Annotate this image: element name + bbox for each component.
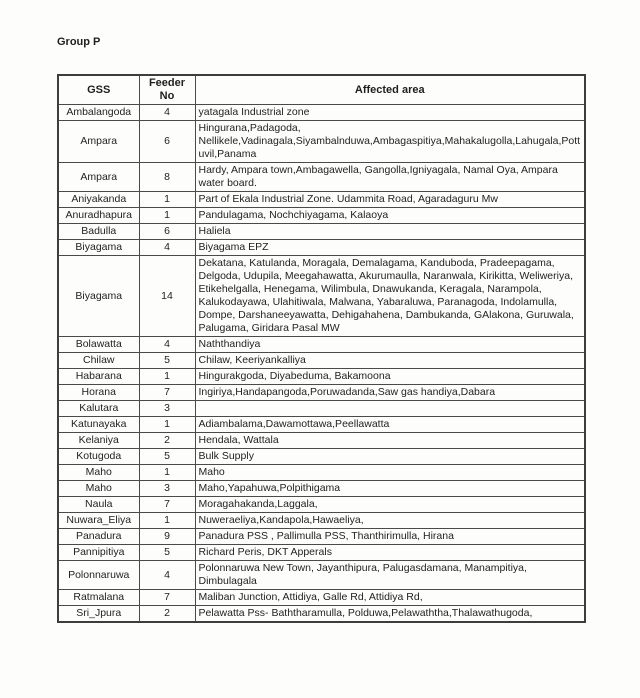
feeder-no-cell: 1	[139, 513, 195, 529]
feeder-no-cell: 6	[139, 121, 195, 163]
feeder-no-cell: 7	[139, 497, 195, 513]
feeder-no-cell: 7	[139, 385, 195, 401]
table-row	[58, 545, 585, 561]
affected-area-cell: Maho	[195, 465, 585, 481]
affected-area-cell: Dekatana, Katulanda, Moragala, Demalagama, Kanduboda, Pradeepagama, Delgoda, Udupila, Meegahawatta, Akurumaulla, Naranwala, Kirikitta, Weliweriya, Etikehelgalla, Henegama, Wilimbula, Dnawukanda, Keragala, Narampola, Kalukodayawa, Ulahitiwala, Malwana, Yabaraluwa, Paranagoda, Indolamulla, Dompe, Darshaneeyawatta, Dehigahahena, Dambukanda, GAlakona, Guruwala, Palugama, Giridara Pasal MW	[195, 256, 585, 337]
table-row	[58, 529, 585, 545]
gss-cell: Nuwara_Eliya	[58, 513, 139, 529]
feeder-no-cell: 1	[139, 417, 195, 433]
gss-cell: Katunayaka	[58, 417, 139, 433]
table-row	[58, 369, 585, 385]
affected-area-cell	[195, 401, 585, 417]
table-row	[58, 208, 585, 224]
gss-cell: Panadura	[58, 529, 139, 545]
gss-cell: Bolawatta	[58, 337, 139, 353]
affected-area-cell: yatagala Industrial zone	[195, 105, 585, 121]
table-row	[58, 449, 585, 465]
gss-cell: Horana	[58, 385, 139, 401]
table-row	[58, 256, 585, 337]
feeder-outage-table	[57, 74, 586, 623]
feeder-no-cell: 9	[139, 529, 195, 545]
page-title: Group P	[57, 36, 101, 48]
feeder-no-cell: 2	[139, 433, 195, 449]
table-row	[58, 561, 585, 590]
gss-cell: Ambalangoda	[58, 105, 139, 121]
table-body	[58, 105, 585, 623]
affected-area-cell: Hendala, Wattala	[195, 433, 585, 449]
feeder-no-cell: 7	[139, 590, 195, 606]
table-row	[58, 163, 585, 192]
affected-area-cell: Hingurakgoda, Diyabeduma, Bakamoona	[195, 369, 585, 385]
gss-cell: Maho	[58, 465, 139, 481]
affected-area-cell: Pelawatta Pss- Baththaramulla, Polduwa,Pelawaththa,Thalawathugoda,	[195, 606, 585, 623]
table-row	[58, 497, 585, 513]
table-row	[58, 192, 585, 208]
feeder-no-cell: 3	[139, 401, 195, 417]
affected-area-cell: Maho,Yapahuwa,Polpithigama	[195, 481, 585, 497]
gss-cell: Chilaw	[58, 353, 139, 369]
gss-cell: Ampara	[58, 163, 139, 192]
gss-cell: Biyagama	[58, 256, 139, 337]
table-row	[58, 121, 585, 163]
table-row	[58, 417, 585, 433]
affected-area-cell: Part of Ekala Industrial Zone. Udammita Road, Agaradaguru Mw	[195, 192, 585, 208]
table-header	[58, 75, 585, 105]
affected-area-cell: Polonnaruwa New Town, Jayanthipura, Palugasdamana, Manampitiya, Dimbulagala	[195, 561, 585, 590]
feeder-no-cell: 5	[139, 449, 195, 465]
feeder-no-cell: 2	[139, 606, 195, 623]
feeder-no-cell: 5	[139, 353, 195, 369]
affected-area-cell: Adiambalama,Dawamottawa,Peellawatta	[195, 417, 585, 433]
affected-area-cell: Pandulagama, Nochchiyagama, Kalaoya	[195, 208, 585, 224]
feeder-no-cell: 6	[139, 224, 195, 240]
gss-cell: Anuradhapura	[58, 208, 139, 224]
affected-area-cell: Moragahakanda,Laggala,	[195, 497, 585, 513]
table-row	[58, 385, 585, 401]
feeder-no-cell: 1	[139, 465, 195, 481]
gss-cell: Ratmalana	[58, 590, 139, 606]
affected-area-cell: Chilaw, Keeriyankalliya	[195, 353, 585, 369]
table-row	[58, 337, 585, 353]
affected-area-cell: Hardy, Ampara town,Ambagawella, Gangolla,Igniyagala, Namal Oya, Ampara water board.	[195, 163, 585, 192]
affected-area-cell: Haliela	[195, 224, 585, 240]
affected-area-cell: Maliban Junction, Attidiya, Galle Rd, Attidiya Rd,	[195, 590, 585, 606]
gss-cell: Pannipitiya	[58, 545, 139, 561]
gss-cell: Biyagama	[58, 240, 139, 256]
feeder-no-cell: 4	[139, 337, 195, 353]
affected-area-cell: Nuweraeliya,Kandapola,Hawaeliya,	[195, 513, 585, 529]
table-header-row	[58, 75, 585, 105]
feeder-no-cell: 4	[139, 105, 195, 121]
feeder-no-cell: 1	[139, 369, 195, 385]
table-row	[58, 606, 585, 623]
table-row	[58, 481, 585, 497]
table-row	[58, 105, 585, 121]
gss-cell: Sri_Jpura	[58, 606, 139, 623]
column-header-gss: GSS	[58, 75, 139, 105]
table-row	[58, 513, 585, 529]
feeder-no-cell: 4	[139, 561, 195, 590]
feeder-no-cell: 4	[139, 240, 195, 256]
gss-cell: Habarana	[58, 369, 139, 385]
feeder-no-cell: 8	[139, 163, 195, 192]
gss-cell: Polonnaruwa	[58, 561, 139, 590]
affected-area-cell: Bulk Supply	[195, 449, 585, 465]
table-row	[58, 240, 585, 256]
affected-area-cell: Panadura PSS , Pallimulla PSS, Thanthirimulla, Hirana	[195, 529, 585, 545]
gss-cell: Kalutara	[58, 401, 139, 417]
affected-area-cell: Ingiriya,Handapangoda,Poruwadanda,Saw gas handiya,Dabara	[195, 385, 585, 401]
gss-cell: Maho	[58, 481, 139, 497]
table-row	[58, 433, 585, 449]
gss-cell: Naula	[58, 497, 139, 513]
feeder-no-cell: 5	[139, 545, 195, 561]
feeder-no-cell: 1	[139, 208, 195, 224]
feeder-no-cell: 14	[139, 256, 195, 337]
gss-cell: Kelaniya	[58, 433, 139, 449]
column-header-feeder-no: Feeder No	[139, 75, 195, 105]
gss-cell: Kotugoda	[58, 449, 139, 465]
affected-area-cell: Richard Peris, DKT Apperals	[195, 545, 585, 561]
affected-area-cell: Biyagama EPZ	[195, 240, 585, 256]
table-row	[58, 401, 585, 417]
table-row	[58, 590, 585, 606]
column-header-affected-area: Affected area	[195, 75, 585, 105]
table-row	[58, 353, 585, 369]
affected-area-cell: Naththandiya	[195, 337, 585, 353]
table-row	[58, 224, 585, 240]
affected-area-cell: Hingurana,Padagoda, Nellikele,Vadinagala,Siyambalnduwa,Ambagaspitiya,Mahakalugolla,Lahugala,Pottuvil,Panama	[195, 121, 585, 163]
gss-cell: Ampara	[58, 121, 139, 163]
table-row	[58, 465, 585, 481]
gss-cell: Aniyakanda	[58, 192, 139, 208]
feeder-no-cell: 1	[139, 192, 195, 208]
feeder-no-cell: 3	[139, 481, 195, 497]
gss-cell: Badulla	[58, 224, 139, 240]
